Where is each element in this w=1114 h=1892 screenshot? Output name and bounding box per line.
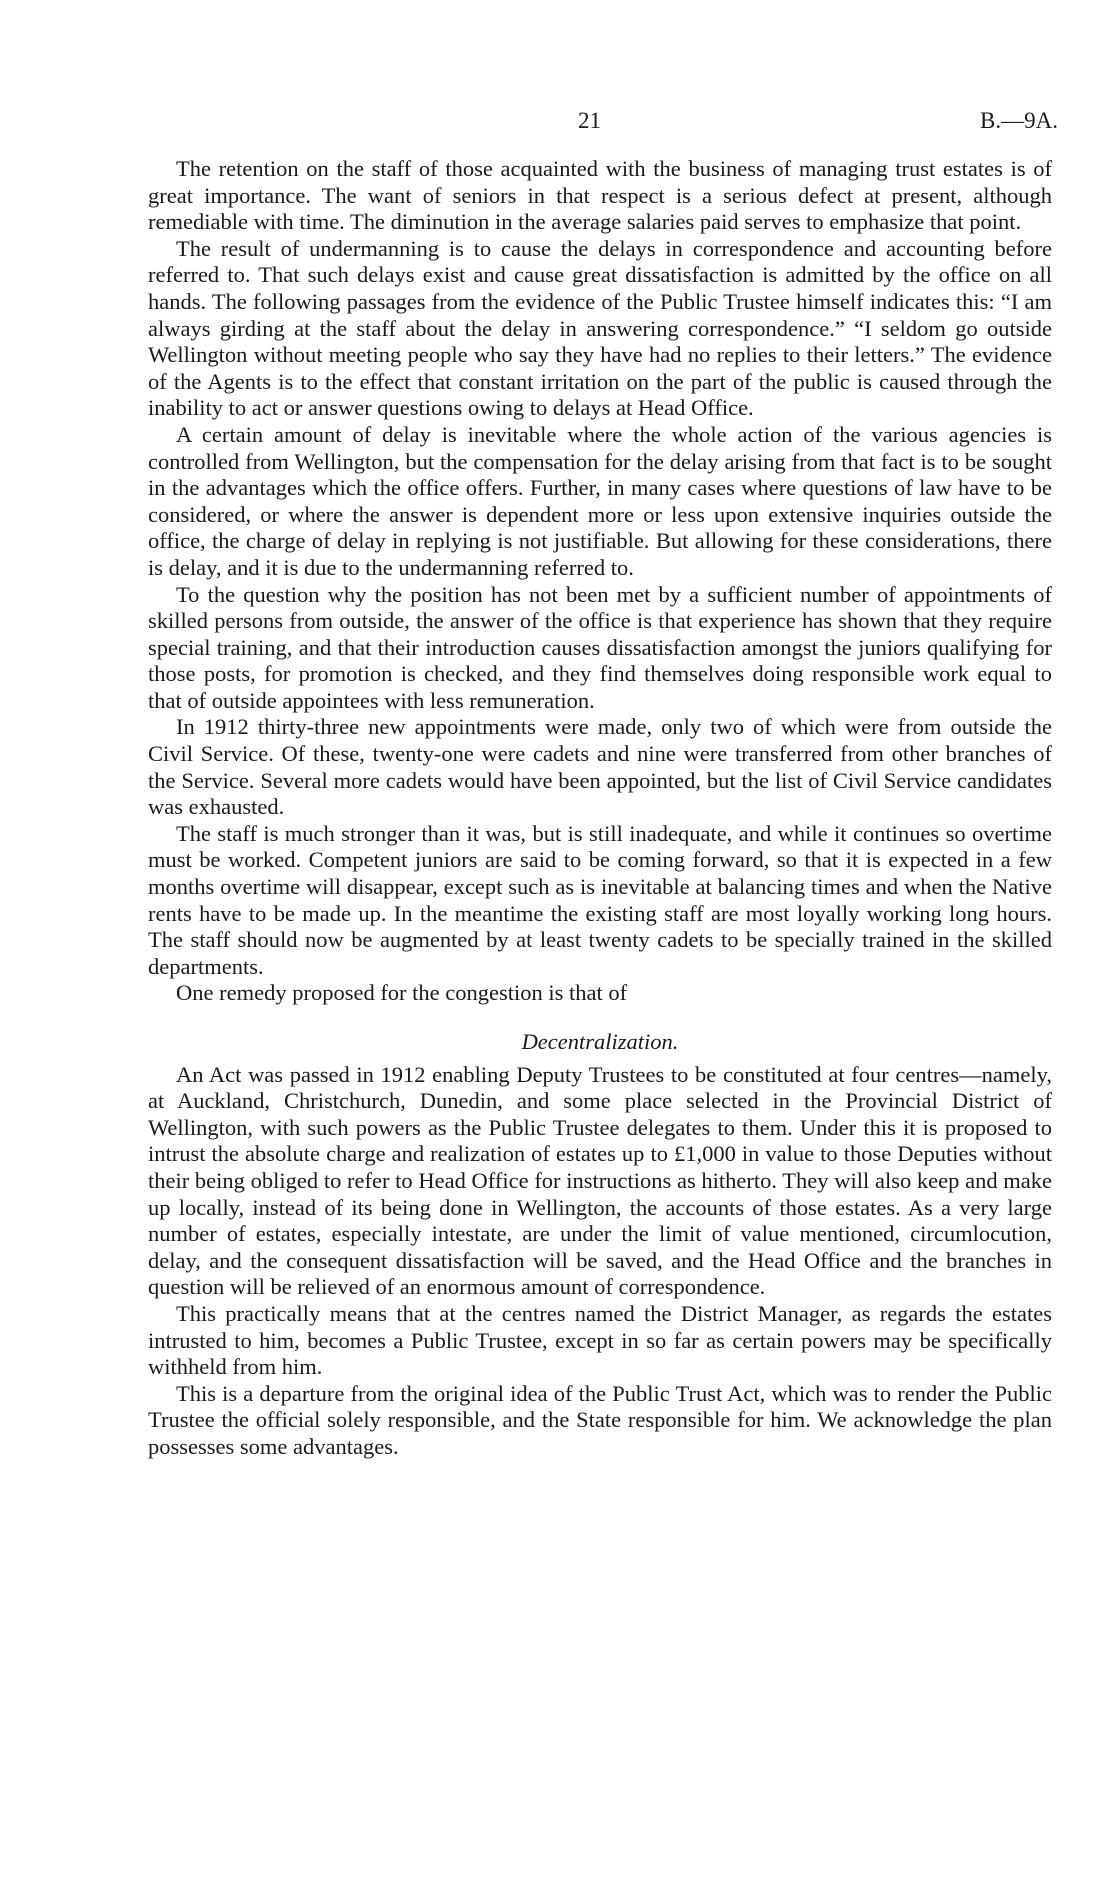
paragraph: This practically means that at the centres named the District Manager, as regards the estates intrusted to him, becomes a Public Trustee, except in so far as certain powers may be specifically withheld from him. bbox=[148, 1300, 1052, 1380]
paragraph: The result of undermanning is to cause the delays in correspondence and accounting before referred to. That such delays exist and cause great dissatisfaction is admitted by the office on all hands. The following passages from the evidence of the Public Trustee himself indicates this: “I am always girding at the staff about the delay in answering correspondence.” “I seldom go outside Wellington without meeting people who say they have had no replies to their letters.” The evidence of the Agents is to the effect that constant irritation on the part of the public is caused through the inability to act or answer questions owing to delays at Head Office. bbox=[148, 235, 1052, 421]
section-heading: Decentralization. bbox=[521, 1029, 679, 1054]
body-text bbox=[148, 156, 1052, 1461]
paragraph: This is a departure from the original idea of the Public Trust Act, which was to render the Public Trustee the official solely responsible, and the State responsible for him. We acknowledge the plan possesses some advantages. bbox=[148, 1380, 1052, 1459]
page-header bbox=[0, 108, 1114, 138]
paragraph: A certain amount of delay is inevitable where the whole action of the various agencies is controlled from Wellington, but the compensation for the delay arising from that fact is to be sought in the advantages which the office offers. Further, in many cases where questions of law have to be considered, or where the answer is dependent more or less upon extensive inquiries outside the office, the charge of delay in replying is not justifiable. But allowing for these considerations, there is delay, and it is due to the undermanning referred to. bbox=[148, 421, 1052, 580]
paragraph: To the question why the position has not been met by a sufficient number of appointments of skilled persons from outside, the answer of the office is that experience has shown that they require special training, and that their introduction causes dissatisfaction amongst the juniors qualifying for those posts, for promotion is checked, and they find themselves doing responsible work equal to that of outside appointees with less remuneration. bbox=[148, 581, 1052, 713]
document-reference: B.—9A. bbox=[980, 108, 1058, 133]
paragraph: In 1912 thirty-three new appointments were made, only two of which were from outside the Civil Service. Of these, twenty-one were cadets and nine were transferred from other branches of the Service. Several more cadets would have been appointed, but the list of Civil Service candidates was exhausted. bbox=[148, 714, 1052, 820]
paragraph: The staff is much stronger than it was, but is still inadequate, and while it continues so overtime must be worked. Competent juniors are said to be coming forward, so that it is expected in a few months overtime will disappear, except such as is inevitable at balancing times and when the Native rents have to be made up. In the meantime the existing staff are most loyally working long hours. The staff should now be augmented by at least twenty cadets to be specially trained in the skilled departments. bbox=[148, 820, 1052, 979]
page-number: 21 bbox=[578, 108, 601, 133]
paragraph: An Act was passed in 1912 enabling Deputy Trustees to be constituted at four centres—namely, at Auckland, Christchurch, Dunedin, and some place selected in the Provincial District of Wellington, with such powers as the Public Trustee delegates to them. Under this it is proposed to intrust the absolute charge and realization of estates up to £1,000 in value to those Deputies without their being obliged to refer to Head Office for instructions as hitherto. They will also keep and make up locally, instead of its being done in Wellington, the accounts of those estates. As a very large number of estates, especially intestate, are under the limit of value mentioned, circumlocution, delay, and the consequent dissatisfaction will be saved, and the Head Office and the branches in question will be relieved of an enormous amount of correspondence. bbox=[148, 1061, 1052, 1300]
paragraph: One remedy proposed for the congestion is that of bbox=[176, 980, 628, 1006]
paragraph: The retention on the staff of those acquainted with the business of managing trust estates is of great importance. The want of seniors in that respect is a serious defect at present, although remediable with time. The diminution in the average salaries paid serves to emphasize that point. bbox=[148, 156, 1052, 235]
